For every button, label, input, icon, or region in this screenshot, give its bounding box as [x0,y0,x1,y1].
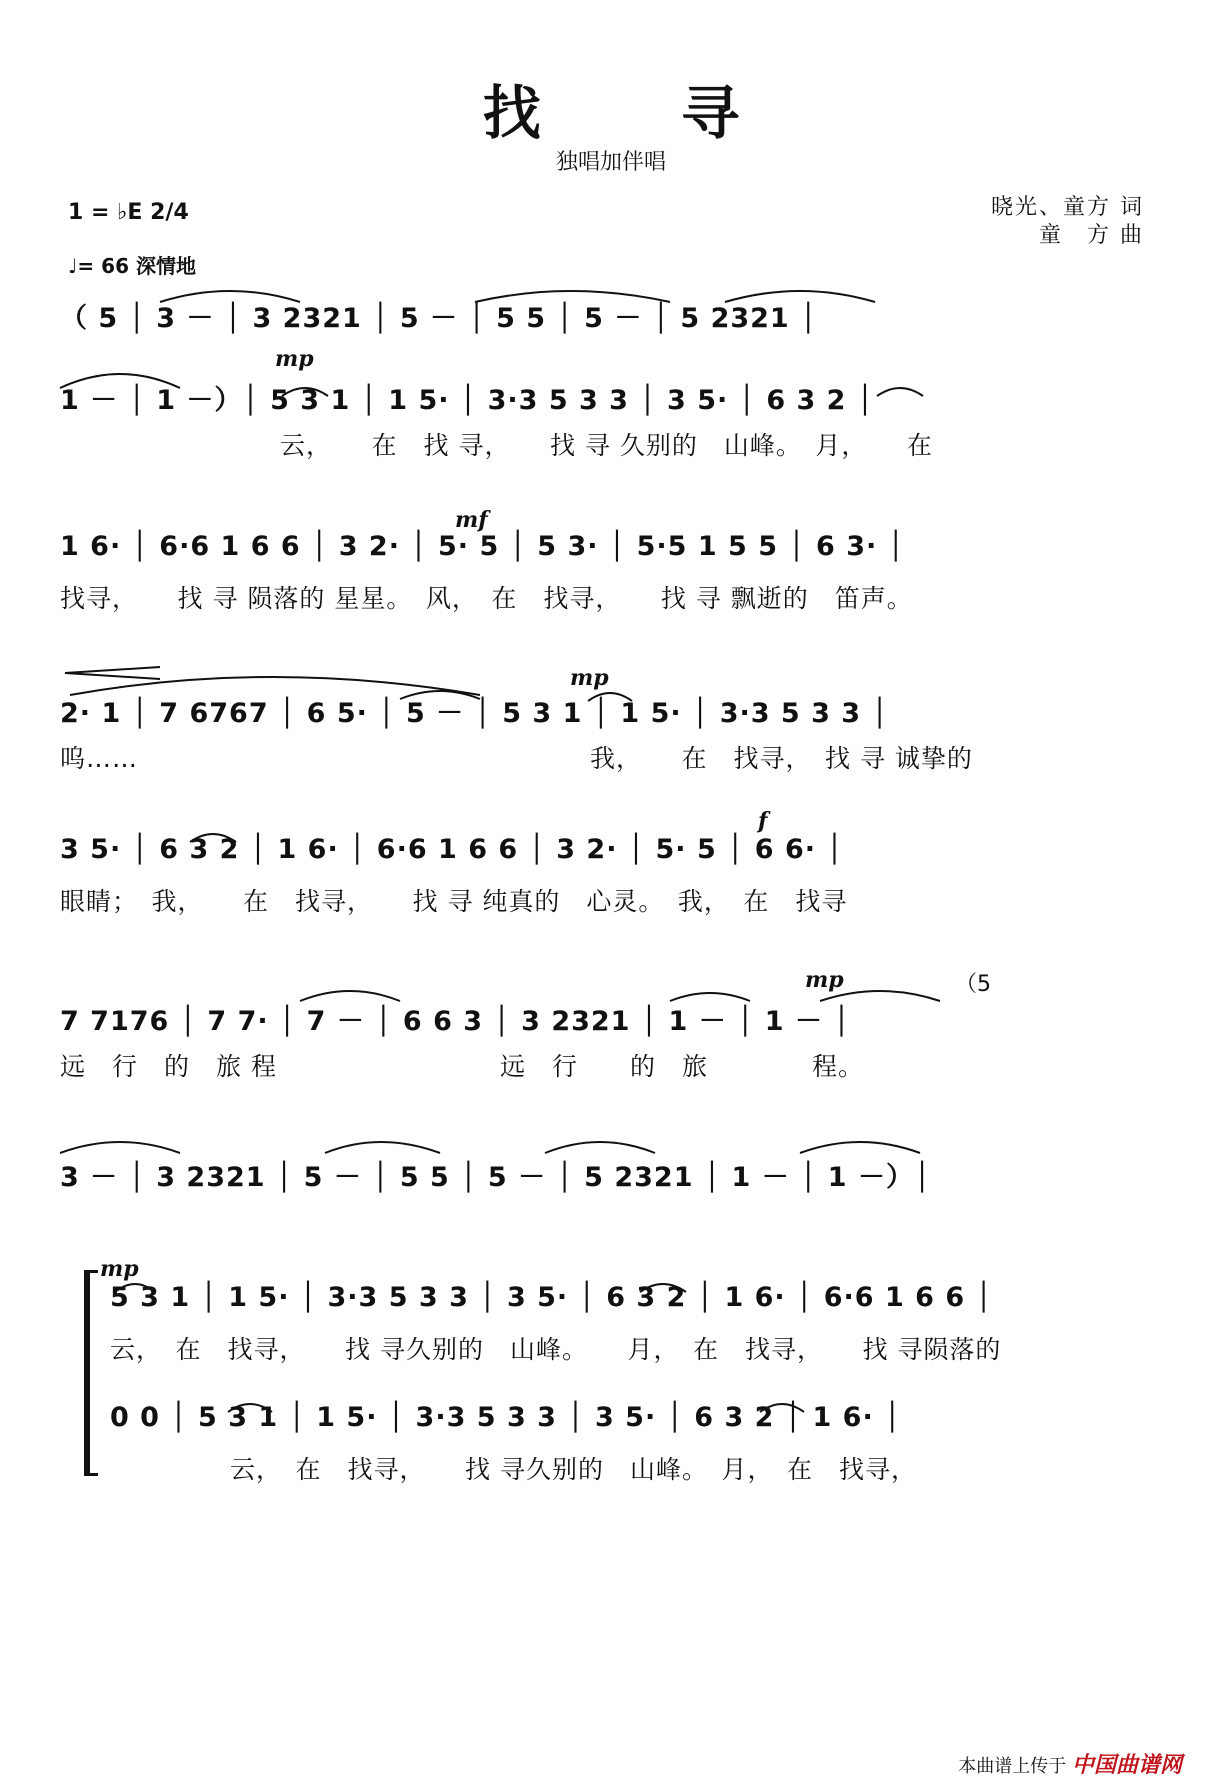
notation-row: 3 － │ 3 2321 │ 5 － │ 5 5 │ 5 － │ 5 2321 │ 1 － │ 1 －）│ [60,1162,932,1193]
key-signature: 1 = ♭E 2/4 [68,200,189,225]
dynamic-marking: mp [570,665,609,691]
notation-row: 3 5· │ 6 3 2 │ 1 6· │ 6·6 1 6 6 │ 3 2· │ 5· 5 │ 6 6· │ [60,834,844,865]
lyrics-row: 呜…… [60,744,139,773]
lyrics-row-continued: 远 行 的 旅 程。 [500,1052,865,1081]
dynamic-marking: mp [100,1256,139,1282]
site-logo[interactable]: 中国曲谱网 [1071,1753,1182,1778]
lyrics-row: 云， 在 找 寻， 找 寻 久别的 山峰。 月， 在 [280,431,933,460]
dynamic-marking: mp [275,346,314,372]
footer-prefix: 本曲谱上传于 [958,1756,1067,1777]
notation-row: 1 6· │ 6·6 1 6 6 │ 3 2· │ 5· 5 │ 5 3· │ 5·5 1 5 5 │ 6 3· │ [60,531,905,562]
accompaniment-lead: （5 [955,972,991,997]
tempo-marking: ♩= 66 深情地 [68,254,196,278]
composer-credit: 童 方 曲 [1039,223,1144,248]
lyrics-row: 远 行 的 旅 程 [60,1052,277,1081]
lyrics-row: 云， 在 找寻， 找 寻久别的 山峰。 月， 在 找寻， [230,1455,917,1484]
notation-row: 7 7176 │ 7 7· │ 7 － │ 6 6 3 │ 3 2321 │ 1 － │ 1 － │ [60,1006,851,1037]
song-subtitle: 独唱加伴唱 [555,150,666,175]
dynamic-marking: mp [805,967,844,993]
notation-row: 2· 1 │ 7 6767 │ 6 5· │ 5 － │ 5 3 1 │ 1 5· │ 3·3 5 3 3 │ [60,698,889,729]
song-title: 找 寻 [482,79,800,147]
dynamic-marking: mf [455,507,488,533]
dynamic-marking: f [758,808,768,834]
notation-row: 0 0 │ 5 3 1 │ 1 5· │ 3·3 5 3 3 │ 3 5· │ 6 3 2 │ 1 6· │ [110,1402,902,1433]
notation-row: （ 5 │ 3 － │ 3 2321 │ 5 － │ 5 5 │ 5 － │ 5 2321 │ [60,303,818,334]
notation-row: 5 3 1 │ 1 5· │ 3·3 5 3 3 │ 3 5· │ 6 3 2 │ 1 6· │ 6·6 1 6 6 │ [110,1282,993,1313]
lyricist-credit: 晓光、童方 词 [991,195,1144,220]
lyrics-row: 眼睛； 我， 在 找寻， 找 寻 纯真的 心灵。 我， 在 找寻 [60,887,848,916]
lyrics-row: 云， 在 找寻， 找 寻久别的 山峰。 月， 在 找寻， 找 寻陨落的 [110,1335,1002,1364]
lyrics-row-continued: 我， 在 找寻， 找 寻 诚挚的 [590,744,973,773]
part-bracket [84,1270,98,1476]
footer-credit [958,1748,1182,1779]
notation-row: 1 － │ 1 －）│ 5 3 1 │ 1 5· │ 3·3 5 3 3 │ 3 5· │ 6 3 2 │ [60,385,875,416]
lyrics-row: 找寻， 找 寻 陨落的 星星。 风， 在 找寻， 找 寻 飘逝的 笛声。 [60,584,913,613]
